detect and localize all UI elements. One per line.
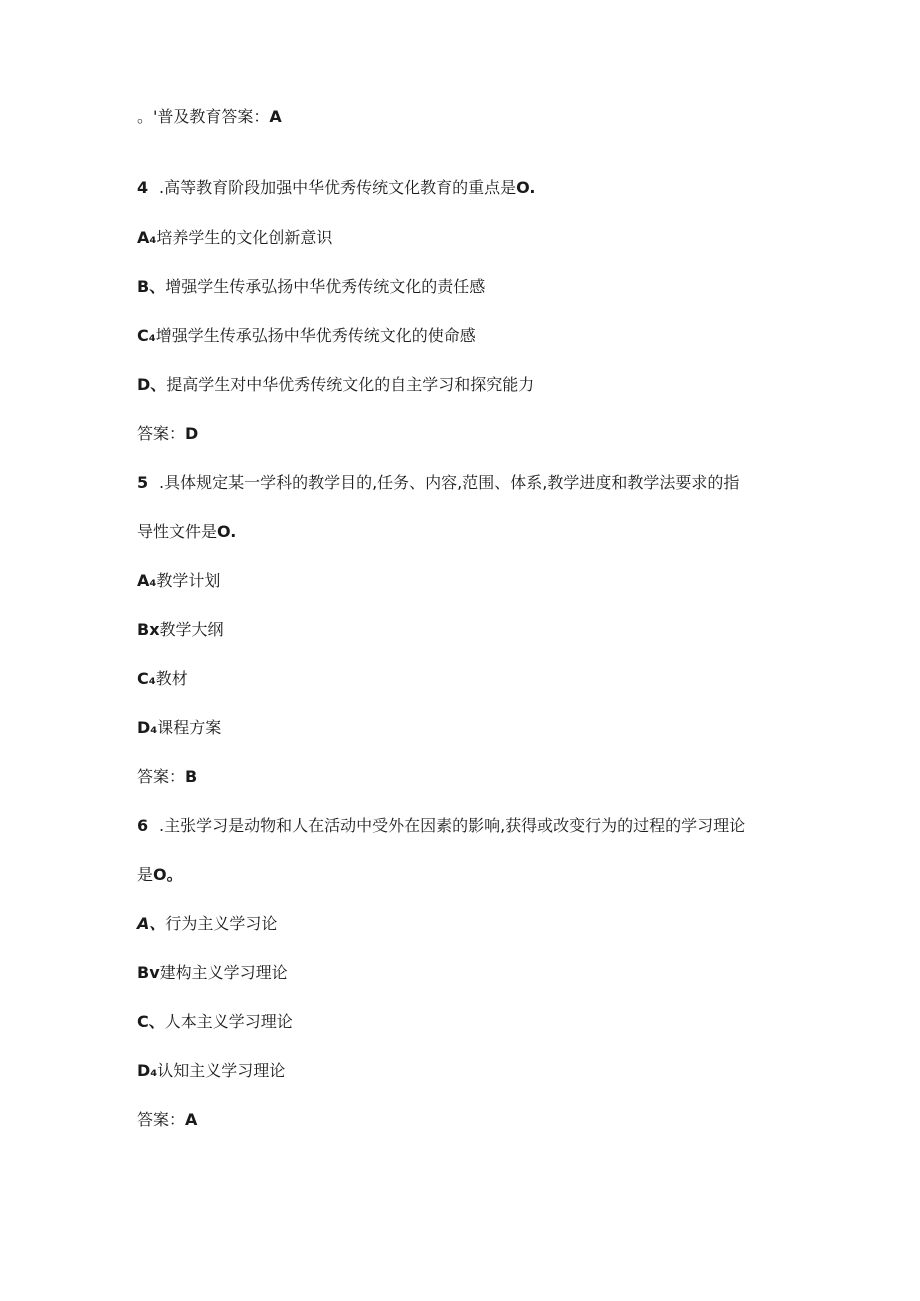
option-text: 课程方案 xyxy=(157,718,222,737)
question-5-stem-line1 xyxy=(137,472,739,494)
question-blank: O. xyxy=(217,522,237,541)
option-key: C₄ xyxy=(137,326,156,345)
prev-answer-value: A xyxy=(269,107,282,126)
question-4-answer xyxy=(137,423,198,445)
option-text: 建构主义学习理论 xyxy=(159,963,288,982)
option-text: 教材 xyxy=(155,669,188,688)
question-blank: O. xyxy=(516,178,536,197)
question-text: .高等教育阶段加强中华优秀传统文化教育的重点是 xyxy=(159,178,517,197)
option-key: D₄ xyxy=(137,1061,158,1080)
question-text: 是 xyxy=(137,865,154,884)
option-text: 教学大纲 xyxy=(159,620,224,639)
option-key: A、 xyxy=(137,914,166,933)
option-text: 教学计划 xyxy=(156,571,221,590)
option-text: 人本主义学习理论 xyxy=(164,1012,293,1031)
question-5-option-c xyxy=(137,668,188,690)
question-number: 6 xyxy=(137,816,149,835)
question-4-option-b xyxy=(137,276,485,298)
question-text: .主张学习是动物和人在活动中受外在因素的影响,获得或改变行为的过程的学习理论 xyxy=(159,816,746,835)
question-4-option-a xyxy=(137,227,332,249)
option-key: C、 xyxy=(137,1012,165,1031)
prev-answer-prefix: 。'普及教育答案： xyxy=(137,107,270,126)
question-6-stem-line1 xyxy=(137,815,745,837)
question-4-option-d xyxy=(137,374,534,396)
answer-label: 答案： xyxy=(137,767,186,786)
question-6-option-c xyxy=(137,1011,293,1033)
question-blank: O。 xyxy=(153,865,183,884)
question-5-option-d xyxy=(137,717,221,739)
answer-value: A xyxy=(185,1110,198,1129)
option-text: 提高学生对中华优秀传统文化的自主学习和探究能力 xyxy=(166,375,535,394)
option-text: 培养学生的文化创新意识 xyxy=(156,228,333,247)
prev-answer-line xyxy=(137,106,282,128)
option-key: D、 xyxy=(137,375,167,394)
option-key: A₄ xyxy=(137,571,157,590)
question-4-stem xyxy=(137,177,535,199)
question-text: 导性文件是 xyxy=(137,522,218,541)
option-key: Bx xyxy=(137,620,160,639)
option-key: B、 xyxy=(137,277,166,296)
question-6-option-a xyxy=(137,913,277,935)
question-text: .具体规定某一学科的教学目的,任务、内容,范围、体系,教学进度和教学法要求的指 xyxy=(159,473,740,492)
option-text: 增强学生传承弘扬中华优秀传统文化的责任感 xyxy=(165,277,486,296)
question-5-option-a xyxy=(137,570,220,592)
question-number: 5 xyxy=(137,473,149,492)
answer-label: 答案： xyxy=(137,424,186,443)
option-key: D₄ xyxy=(137,718,158,737)
answer-value: D xyxy=(185,424,199,443)
answer-label: 答案： xyxy=(137,1110,186,1129)
question-5-option-b xyxy=(137,619,224,641)
question-5-stem-line2 xyxy=(137,521,236,543)
question-5-answer xyxy=(137,766,197,788)
option-key: Bv xyxy=(137,963,160,982)
question-6-stem-line2 xyxy=(137,864,183,886)
question-number: 4 xyxy=(137,178,149,197)
option-key: A₄ xyxy=(137,228,157,247)
question-4-option-c xyxy=(137,325,476,347)
question-6-option-b xyxy=(137,962,288,984)
option-key: C₄ xyxy=(137,669,156,688)
option-text: 行为主义学习论 xyxy=(165,914,278,933)
question-6-answer xyxy=(137,1109,197,1131)
option-text: 增强学生传承弘扬中华优秀传统文化的使命感 xyxy=(155,326,476,345)
answer-value: B xyxy=(185,767,198,786)
option-text: 认知主义学习理论 xyxy=(157,1061,286,1080)
question-6-option-d xyxy=(137,1060,285,1082)
